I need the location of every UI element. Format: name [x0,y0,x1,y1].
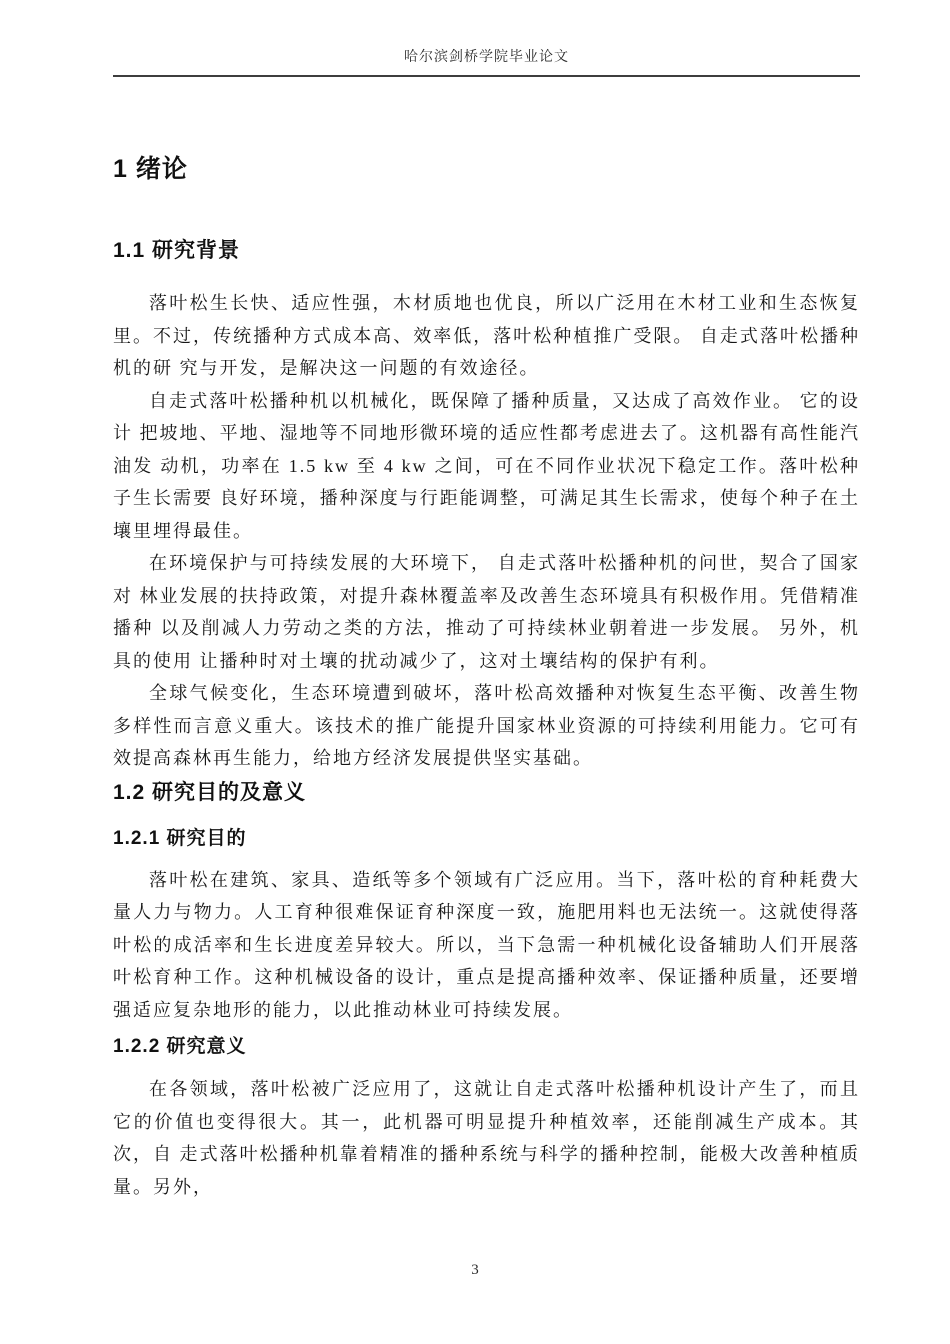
running-header [113,46,860,77]
subsection-heading-research-significance: 1.2.2 研究意义 [113,1036,247,1057]
paragraph-background-2: 自走式落叶松播种机以机械化，既保障了播种质量，又达成了高效作业。 它的设计 把坡地、平地、湿地等不同地形微环境的适应性都考虑进去了。这机器有高性能汽油发 动机，功率在 1.5 kw 至 4 kw 之间，可在不同作业状况下稳定工作。落叶松种子生长需要 良好环境，播种深度与行距能调整，可满足其生长需求，使每个种子在土壤里埋得最佳。 [113,390,860,541]
running-header-title: 哈尔滨剑桥学院毕业论文 [404,50,569,65]
section-heading-purpose-and-significance: 1.2 研究目的及意义 [113,780,307,804]
section-heading-research-background: 1.1 研究背景 [113,239,241,262]
subsection-heading-research-purpose: 1.2.1 研究目的 [113,827,247,849]
page-footer [0,1262,950,1279]
paragraph-significance: 在各领域，落叶松被广泛应用了，这就让自走式落叶松播种机设计产生了，而且它的价值也变得很大。其一，此机器可明显提升种植效率，还能削减生产成本。其次，自 走式落叶松播种机靠着精准的播种系统与科学的播种控制，能极大改善种植质量。另外， [113,1079,860,1197]
paragraph-purpose: 落叶松在建筑、家具、造纸等多个领域有广泛应用。当下，落叶松的育种耗费大量人力与物力。人工育种很难保证育种深度一致，施肥用料也无法统一。这就使得落叶松的成活率和生长进度差异较大。所以，当下急需一种机械化设备辅助人们开展落叶松育种工作。这种机械设备的设计，重点是提高播种效率、保证播种质量，还要增强适应复杂地形的能力，以此推动林业可持续发展。 [113,869,860,1020]
paragraph-background-4: 全球气候变化，生态环境遭到破坏，落叶松高效播种对恢复生态平衡、改善生物多样性而言意义重大。该技术的推广能提升国家林业资源的可持续利用能力。它可有效提高森林再生能力，给地方经济发展提供坚实基础。 [113,683,860,768]
paragraph-background-1: 落叶松生长快、适应性强，木材质地也优良，所以广泛用在木材工业和生态恢复里。不过，传统播种方式成本高、效率低，落叶松种植推广受限。 自走式落叶松播种机的研 究与开发，是解决这一问题的有效途径。 [113,293,860,378]
document-body [113,79,860,1203]
page-number: 3 [471,1262,479,1278]
chapter-heading: 1 绪论 [113,155,188,183]
paragraph-background-3: 在环境保护与可持续发展的大环境下， 自走式落叶松播种机的问世，契合了国家对 林业发展的扶持政策，对提升森林覆盖率及改善生态环境具有积极作用。凭借精准播种 以及削减人力劳动之类的方法，推动了可持续林业朝着进一步发展。 另外，机具的使用 让播种时对土壤的扰动减少了，这对土壤结构的保护有利。 [113,553,860,671]
